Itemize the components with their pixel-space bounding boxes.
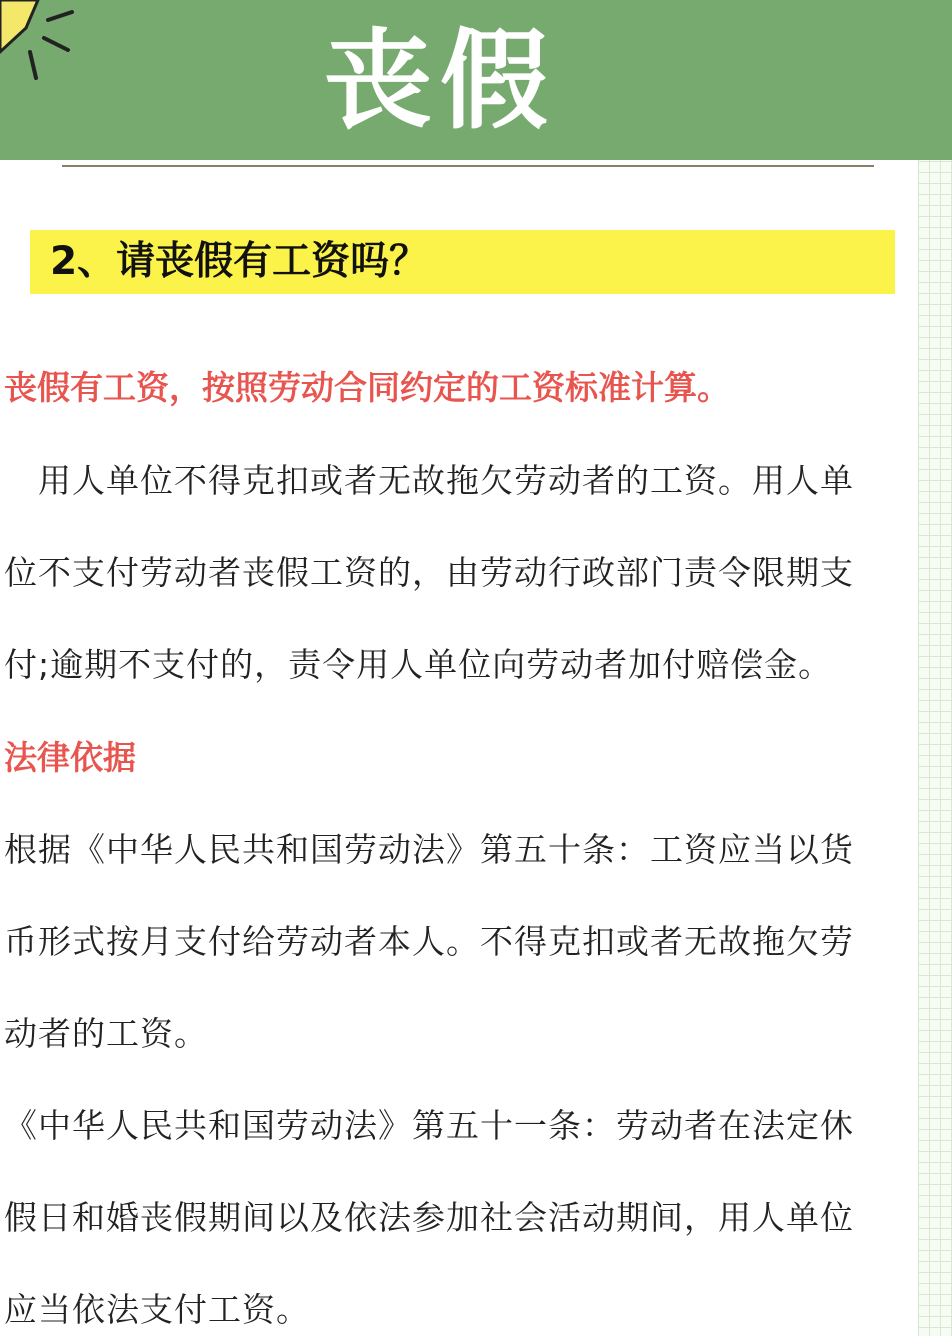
explanation-line: 位不支付劳动者丧假工资的，由劳动行政部门责令限期支: [4, 553, 854, 592]
article-51-line: 应当依法支付工资。: [4, 1290, 310, 1329]
article-50-line: 动者的工资。: [4, 1014, 208, 1053]
legal-basis-heading: 法律依据: [4, 738, 136, 777]
question-highlight: [30, 230, 895, 294]
question-heading: 2、请丧假有工资吗？: [50, 239, 429, 284]
grid-margin: [918, 150, 952, 1336]
explanation-line: 付;逾期不支付的，责令用人单位向劳动者加付赔偿金。: [4, 645, 833, 684]
article-51-line: 假日和婚丧假期间以及依法参加社会活动期间，用人单位: [4, 1198, 854, 1237]
explanation-line: 用人单位不得克扣或者无故拖欠劳动者的工资。用人单: [4, 461, 854, 500]
article-51-line: 《中华人民共和国劳动法》第五十一条：劳动者在法定休: [4, 1106, 854, 1145]
header-banner: [0, 0, 952, 160]
answer-summary: 丧假有工资，按照劳动合同约定的工资标准计算。: [4, 368, 730, 407]
page-title: 丧假: [323, 19, 556, 144]
divider: [62, 165, 874, 167]
article-50-line: 根据《中华人民共和国劳动法》第五十条：工资应当以货: [4, 830, 854, 869]
article-50-line: 币形式按月支付给劳动者本人。不得克扣或者无故拖欠劳: [4, 922, 854, 961]
